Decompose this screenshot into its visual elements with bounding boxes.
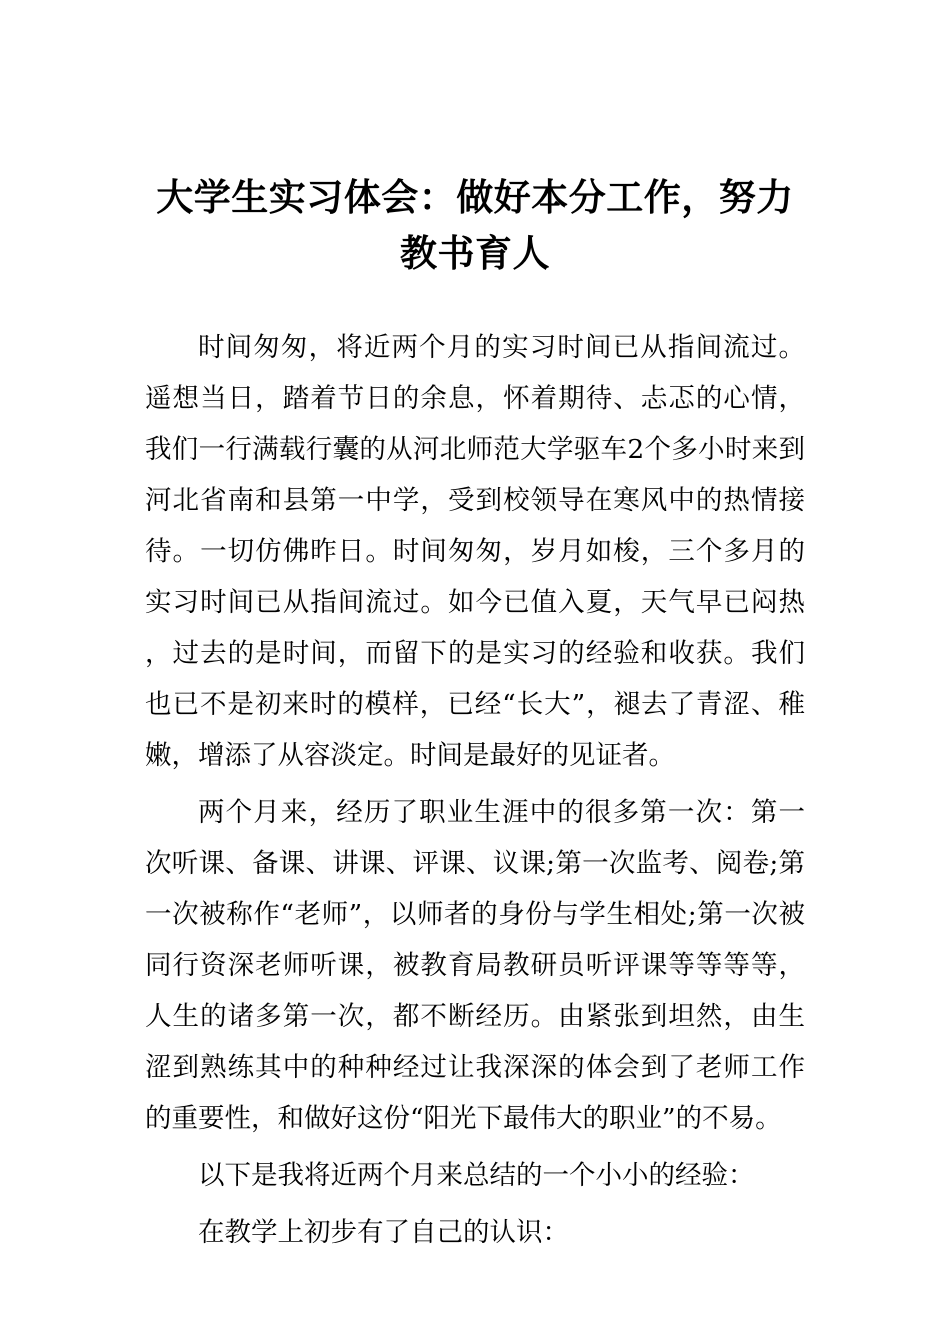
paragraph-4: 在教学上初步有了自己的认识： <box>198 1217 569 1248</box>
paragraph-3: 以下是我将近两个月来总结的一个小小的经验： <box>198 1160 755 1191</box>
document-title: 大学生实习体会：做好本分工作，努力教书育人 <box>156 176 794 275</box>
document-body <box>145 322 805 1264</box>
paragraph-2: 两个月来，经历了职业生涯中的很多第一次：第一次听课、备课、讲课、评课、议课;第一次监考、阅卷;第一次被称作“老师”，以师者的身份与学生相处;第一次被同行资深老师听课，被教育局教研员听评课等等等等，人生的诸多第一次，都不断经历。由紧张到坦然，由生涩到熟练其中的种种经过让我深深的体会到了老师工作的重要性，和做好这份“阳光下最伟大的职业”的不易。 <box>145 797 805 1134</box>
paragraph-1: 时间匆匆，将近两个月的实习时间已从指间流过。遥想当日，踏着节日的余息，怀着期待、忐忑的心情，我们一行满载行囊的从河北师范大学驱车2个多小时来到河北省南和县第一中学，受到校领导在寒风中的热情接待。一切仿佛昨日。时间匆匆，岁月如梭，三个多月的实习时间已从指间流过。如今已值入夏，天气早已闷热，过去的是时间，而留下的是实习的经验和收获。我们也已不是初来时的模样，已经“长大”，褪去了青涩、稚嫩，增添了从容淡定。时间是最好的见证者。 <box>145 332 805 771</box>
